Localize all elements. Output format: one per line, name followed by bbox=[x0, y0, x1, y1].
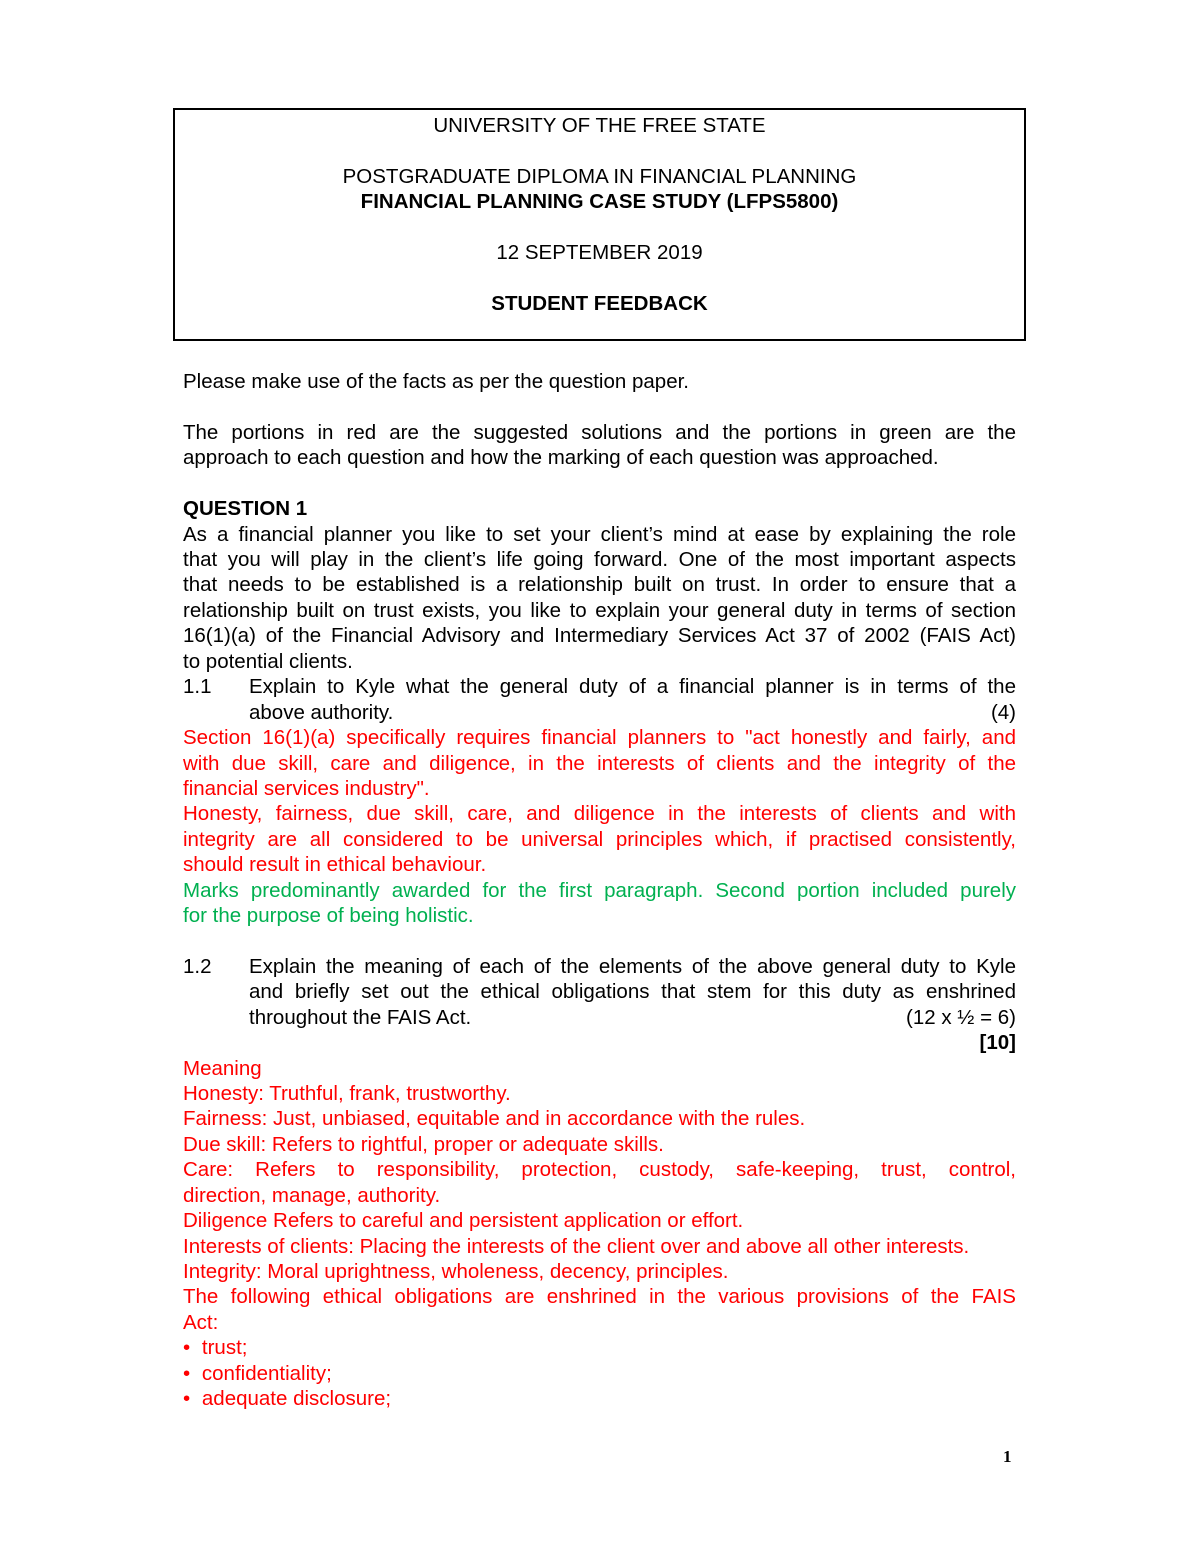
page-number: 1 bbox=[1003, 1447, 1012, 1466]
bullet-text: trust; bbox=[201, 1336, 248, 1359]
sub-question-number: 1.1 bbox=[183, 675, 212, 698]
marks-allocation: (12 x ½ = 6) bbox=[906, 1006, 1016, 1029]
solution-line: Fairness: Just, unbiased, equitable and in accordance with the rules. bbox=[183, 1107, 806, 1130]
question-1-heading: QUESTION 1 bbox=[183, 497, 308, 520]
solution-line: direction, manage, authority. bbox=[183, 1184, 441, 1207]
question-text-line: 16(1)(a) of the Financial Advisory and Intermediary Services Act 37 of 2002 (FAIS Act) bbox=[183, 624, 1016, 647]
question-text-line: relationship built on trust exists, you like to explain your general duty in terms of section bbox=[183, 599, 1016, 622]
sub-question-text: Explain to Kyle what the general duty of a financial planner is in terms of the bbox=[249, 675, 1016, 698]
bullet-icon: • bbox=[183, 1387, 191, 1410]
university-name: UNIVERSITY OF THE FREE STATE bbox=[433, 114, 766, 137]
solution-line: Honesty, fairness, due skill, care, and diligence in the interests of clients and with bbox=[183, 802, 1016, 825]
bullet-item bbox=[183, 1361, 1016, 1386]
solution-line: Due skill: Refers to rightful, proper or adequate skills. bbox=[183, 1133, 664, 1156]
marking-approach-line: Marks predominantly awarded for the first paragraph. Second portion included purely bbox=[183, 879, 1016, 902]
bullet-icon: • bbox=[183, 1362, 191, 1385]
title-box bbox=[173, 108, 1026, 341]
solution-line: Section 16(1)(a) specifically requires financial planners to "act honestly and fairly, and bbox=[183, 726, 1016, 749]
intro-line-2b: approach to each question and how the marking of each question was approached. bbox=[183, 446, 939, 469]
exam-date: 12 SEPTEMBER 2019 bbox=[496, 241, 703, 264]
marking-approach-line: for the purpose of being holistic. bbox=[183, 904, 474, 927]
sub-question-number: 1.2 bbox=[183, 955, 212, 978]
intro-line-1: Please make use of the facts as per the question paper. bbox=[183, 370, 689, 393]
sub-question-text: above authority. bbox=[249, 701, 394, 724]
sub-question-text: and briefly set out the ethical obligations that stem for this duty as enshrined bbox=[249, 980, 1016, 1003]
bullet-item bbox=[183, 1386, 1016, 1411]
bullet-text: confidentiality; bbox=[201, 1362, 332, 1385]
document-type: STUDENT FEEDBACK bbox=[491, 292, 708, 315]
solution-line: Integrity: Moral uprightness, wholeness, decency, principles. bbox=[183, 1260, 729, 1283]
solution-line: Interests of clients: Placing the interests of the client over and above all other interests. bbox=[183, 1235, 970, 1258]
question-text-line: to potential clients. bbox=[183, 650, 353, 673]
solution-line: Honesty: Truthful, frank, trustworthy. bbox=[183, 1082, 511, 1105]
bullet-item bbox=[183, 1335, 1016, 1360]
question-text-line: that needs to be established is a relationship built on trust. In order to ensure that a bbox=[183, 573, 1016, 596]
solution-line: integrity are all considered to be universal principles which, if practised consistently, bbox=[183, 828, 1016, 851]
question-text-line: As a financial planner you like to set your client’s mind at ease by explaining the role bbox=[183, 523, 1016, 546]
solution-line: The following ethical obligations are enshrined in the various provisions of the FAIS bbox=[183, 1285, 1016, 1308]
intro-line-2a: The portions in red are the suggested solutions and the portions in green are the bbox=[183, 421, 1016, 444]
bullet-icon: • bbox=[183, 1336, 191, 1359]
solution-line: should result in ethical behaviour. bbox=[183, 853, 487, 876]
sub-question-text: Explain the meaning of each of the elements of the above general duty to Kyle bbox=[249, 955, 1016, 978]
module-title: FINANCIAL PLANNING CASE STUDY (LFPS5800) bbox=[360, 190, 839, 213]
sub-question-text: throughout the FAIS Act. bbox=[249, 1006, 472, 1029]
programme-name: POSTGRADUATE DIPLOMA IN FINANCIAL PLANNING bbox=[342, 165, 857, 188]
question-text-line: that you will play in the client’s life going forward. One of the most important aspects bbox=[183, 548, 1016, 571]
marks-allocation: (4) bbox=[990, 701, 1016, 724]
question-total: [10] bbox=[979, 1031, 1016, 1054]
solution-line: financial services industry". bbox=[183, 777, 430, 800]
solution-line: Meaning bbox=[183, 1057, 262, 1080]
solution-line: with due skill, care and diligence, in the interests of clients and the integrity of the bbox=[183, 752, 1016, 775]
solution-line: Diligence Refers to careful and persistent application or effort. bbox=[183, 1209, 744, 1232]
solution-line: Act: bbox=[183, 1311, 219, 1334]
bullet-text: adequate disclosure; bbox=[201, 1387, 392, 1410]
solution-line: Care: Refers to responsibility, protection, custody, safe-keeping, trust, control, bbox=[183, 1158, 1016, 1181]
